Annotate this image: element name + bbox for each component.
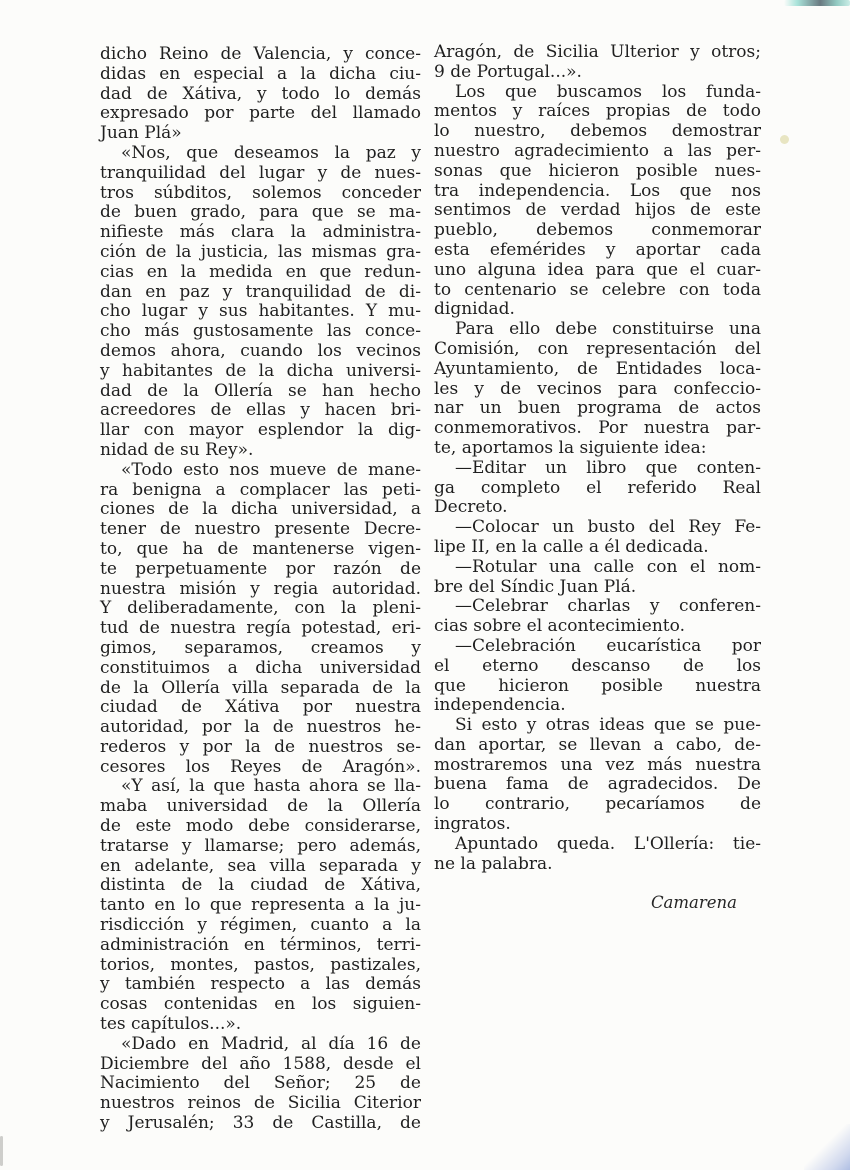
text-line: —Rotular una calle con el nom-	[455, 556, 761, 577]
text-line: lo contrario, pecaríamos de	[434, 794, 761, 815]
paragraph	[100, 1035, 421, 1134]
text-line: —Editar un libro que conten-	[455, 457, 761, 478]
text-line: de este modo debe considerarse,	[100, 816, 421, 837]
text-line: te perpetuamente por razón de	[100, 558, 421, 579]
text-line: nidad de su Rey».	[100, 439, 254, 460]
paragraph	[434, 43, 761, 83]
text-line: «Nos, que deseamos la paz y	[121, 142, 421, 163]
text-line: Nacimiento del Señor; 25 de	[100, 1073, 421, 1094]
text-line: tranquilidad del lugar y de nues-	[100, 162, 421, 183]
text-line: cosas contenidas en los siguien-	[100, 994, 421, 1015]
text-line: gimos, separamos, creamos y	[100, 637, 421, 658]
text-line: Para ello debe constituirse una	[455, 319, 761, 340]
text-line: y también respecto a las demás	[100, 974, 421, 995]
text-line: Aragón, de Sicilia Ulterior y otros;	[434, 42, 761, 62]
paragraph	[100, 45, 421, 144]
text-line: tes capítulos...».	[100, 1014, 242, 1035]
text-line: Y deliberadamente, con la pleni-	[100, 598, 421, 619]
paragraph	[434, 835, 761, 875]
paragraph-container	[100, 45, 421, 1134]
text-line: tanto en lo que representa a la ju-	[100, 895, 421, 916]
text-column-left	[100, 45, 421, 1134]
paragraph	[434, 459, 761, 518]
text-line: dan en paz y tranquilidad de di-	[100, 281, 421, 302]
paragraph	[434, 716, 761, 835]
text-line: ciudad de Xátiva por nuestra	[100, 697, 421, 718]
text-line: nuestro agradecimiento a las per-	[434, 140, 761, 161]
text-line: ción de la justicia, las mismas gra-	[100, 241, 421, 262]
text-line: el eterno descanso de los	[434, 655, 761, 676]
text-line: to centenario se celebre con toda	[434, 279, 761, 300]
text-line: administración en términos, terri-	[100, 934, 421, 955]
text-line: y Jerusalén; 33 de Castilla, de	[100, 1113, 421, 1134]
text-line: tros súbditos, solemos conceder	[100, 182, 421, 203]
text-line: dicho Reino de Valencia, y conce-	[100, 44, 421, 64]
text-line: to, que ha de mantenerse vigen-	[100, 538, 421, 559]
text-line: Los que buscamos los funda-	[455, 81, 761, 102]
text-line: tud de nuestra regía potestad, eri-	[100, 618, 421, 639]
text-line: independencia.	[434, 695, 566, 716]
paragraph	[100, 777, 421, 1034]
text-line: didas en especial a la dicha ciu-	[100, 63, 421, 84]
paragraph	[434, 637, 761, 716]
paragraph	[434, 518, 761, 558]
text-line: conmemorativos. Por nuestra par-	[434, 418, 761, 439]
text-line: de la Ollería villa separada de la	[100, 677, 421, 698]
text-line: «Dado en Madrid, al día 16 de	[121, 1033, 421, 1054]
scan-smudge-top-right	[784, 0, 850, 6]
text-line: pueblo, debemos conmemorar	[434, 220, 761, 241]
text-line: cias en la medida en que redun-	[100, 261, 421, 282]
author-signature: Camarena	[650, 893, 737, 913]
text-line: Si esto y otras ideas que se pue-	[455, 715, 761, 736]
text-line: ga completo el referido Real	[434, 477, 761, 498]
text-line: ne la palabra.	[434, 853, 553, 874]
text-line: que hicieron posible nuestra	[434, 675, 761, 696]
paragraph	[100, 144, 421, 461]
text-line: dan aportar, se llevan a cabo, de-	[434, 734, 761, 755]
text-line: constituimos a dicha universidad	[100, 657, 421, 678]
scan-speck	[780, 135, 789, 144]
text-line: tra independencia. Los que nos	[434, 180, 761, 201]
text-line: te, aportamos la siguiente idea:	[434, 437, 707, 458]
text-line: tratarse y llamarse; pero además,	[100, 835, 421, 856]
text-line: Ayuntamiento, de Entidades loca-	[434, 358, 761, 379]
text-line: dad de Xátiva, y todo lo demás	[100, 83, 421, 104]
text-line: «Todo esto nos mueve de mane-	[121, 459, 421, 480]
text-line: cias sobre el acontecimiento.	[434, 616, 685, 637]
text-line: esta efemérides y aportar cada	[434, 239, 761, 260]
text-line: «Y así, la que hasta ahora se lla-	[121, 776, 421, 797]
text-line: ciones de la dicha universidad, a	[100, 499, 421, 520]
paragraph	[100, 461, 421, 778]
text-line: cesores los Reyes de Aragón».	[100, 756, 421, 777]
text-line: cho más gustosamente las conce-	[100, 321, 421, 342]
text-line: demos ahora, cuando los vecinos	[100, 340, 421, 361]
text-line: dad de la Ollería se han hecho	[100, 380, 421, 401]
scan-smudge-left-edge	[0, 1136, 3, 1166]
text-line: ingratos.	[434, 814, 511, 835]
text-line: nuestra misión y regia autoridad.	[100, 578, 421, 599]
text-line: lo nuestro, debemos demostrar	[434, 121, 761, 142]
text-line: les y de vecinos para confeccio-	[434, 378, 761, 399]
text-line: en adelante, sea villa separada y	[100, 855, 421, 876]
text-line: torios, montes, pastos, pastizales,	[100, 954, 421, 975]
text-column-right	[434, 43, 761, 913]
paragraph-container	[434, 43, 761, 874]
text-line: Diciembre del año 1588, desde el	[100, 1053, 421, 1074]
text-line: Comisión, con representación del	[434, 338, 761, 359]
text-line: uno alguna idea para que el cuar-	[434, 259, 761, 280]
text-line: sonas que hicieron posible nues-	[434, 160, 761, 181]
text-line: autoridad, por la de nuestros he-	[100, 717, 421, 738]
text-line: dignidad.	[434, 299, 515, 320]
paragraph	[434, 83, 761, 321]
paragraph	[434, 597, 761, 637]
text-line: expresado por parte del llamado	[100, 103, 421, 124]
text-line: 9 de Portugal...».	[434, 61, 582, 82]
text-line: sentimos de verdad hijos de este	[434, 200, 761, 221]
text-line: llar con mayor esplendor la dig-	[100, 420, 421, 441]
text-line: y habitantes de la dicha universi-	[100, 360, 421, 381]
text-line: mostraremos una vez más nuestra	[434, 754, 761, 775]
text-line: de buen grado, para que se ma-	[100, 202, 421, 223]
text-line: lipe II, en la calle a él dedicada.	[434, 536, 709, 557]
text-line: mentos y raíces propias de todo	[434, 101, 761, 122]
text-line: ra benigna a complacer las peti-	[100, 479, 421, 500]
text-line: buena fama de agradecidos. De	[434, 774, 761, 795]
text-line: maba universidad de la Ollería	[100, 796, 421, 817]
text-line: nar un buen programa de actos	[434, 398, 761, 419]
text-line: Juan Plá»	[100, 123, 182, 144]
text-line: Decreto.	[434, 497, 508, 518]
text-line: cho lugar y sus habitantes. Y mu-	[100, 301, 421, 322]
text-line: —Celebrar charlas y conferen-	[455, 596, 761, 617]
text-line: nifieste más clara la administra-	[100, 222, 421, 243]
paragraph	[434, 320, 761, 459]
text-line: nuestros reinos de Sicilia Citerior	[100, 1093, 421, 1114]
text-line: Apuntado queda. L'Ollería: tie-	[455, 833, 761, 854]
text-line: bre del Síndic Juan Plá.	[434, 576, 637, 597]
scan-smudge-bottom-right	[804, 1124, 850, 1170]
text-line: risdicción y régimen, cuanto a la	[100, 915, 421, 936]
text-line: tener de nuestro presente Decre-	[100, 519, 421, 540]
paragraph	[434, 558, 761, 598]
text-line: acreedores de ellas y hacen bri-	[100, 400, 421, 421]
text-line: —Celebración eucarística por	[455, 635, 761, 656]
text-line: —Colocar un busto del Rey Fe-	[455, 517, 761, 538]
text-line: rederos y por la de nuestros se-	[100, 736, 421, 757]
text-line: distinta de la ciudad de Xátiva,	[100, 875, 421, 896]
